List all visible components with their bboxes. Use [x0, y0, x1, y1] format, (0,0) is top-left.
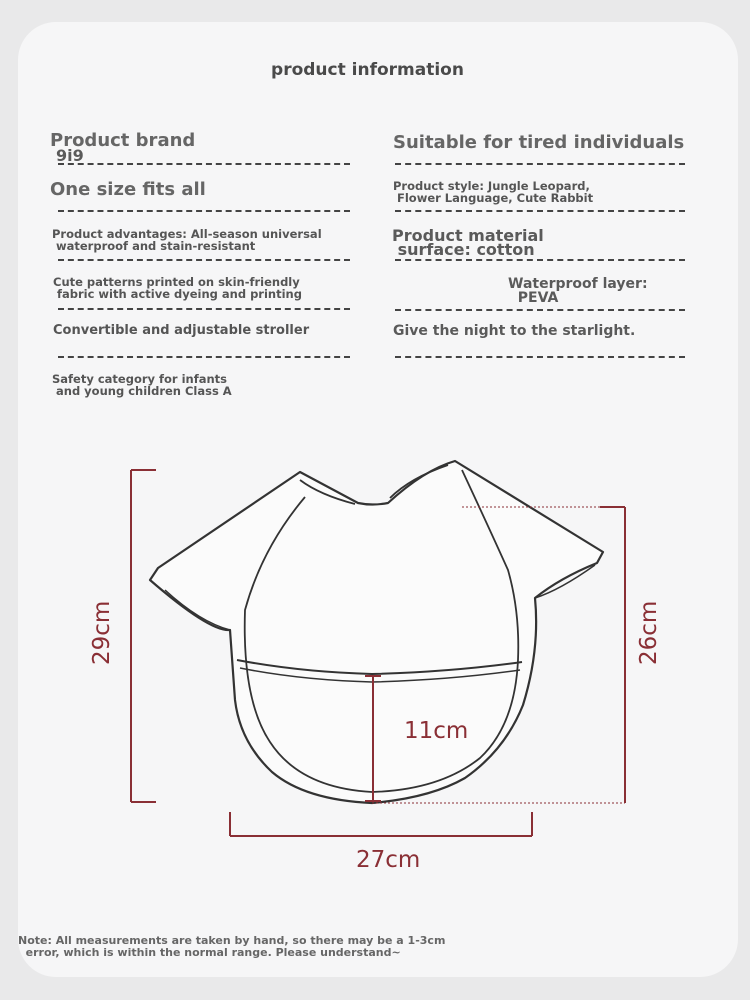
convertible-text: Convertible and adjustable stroller [53, 323, 310, 338]
waterproof-text: Waterproof layer: PEVA [508, 276, 648, 306]
pocket-label: 11cm [404, 718, 469, 744]
page-title: product information [271, 60, 464, 80]
height-body-label: 26cm [636, 600, 662, 665]
patterns-text: Cute patterns printed on skin-friendly fabric with active dyeing and printing [53, 275, 302, 301]
advantages-text: Product advantages: All-season universal waterproof and stain-resistant [52, 227, 322, 253]
measurement-note: Note: All measurements are taken by hand, so there may be a 1-3cm error, which is within the normal range. Please understand~ [18, 934, 446, 959]
size-text: One size fits all [50, 179, 206, 200]
material-text: Product material surface: cotton [392, 226, 544, 259]
suitable-text: Suitable for tired individuals [393, 132, 685, 153]
width-label: 27cm [356, 847, 421, 873]
bib-outline [150, 461, 603, 803]
brand-value: 9i9 [56, 146, 84, 165]
height-total-label: 29cm [89, 600, 115, 665]
style-text: Product style: Jungle Leopard, Flower Language, Cute Rabbit [393, 179, 594, 205]
brand-label: Product brand [50, 130, 196, 151]
safety-text: Safety category for infants and young children Class A [52, 372, 232, 398]
night-text: Give the night to the starlight. [393, 323, 636, 339]
